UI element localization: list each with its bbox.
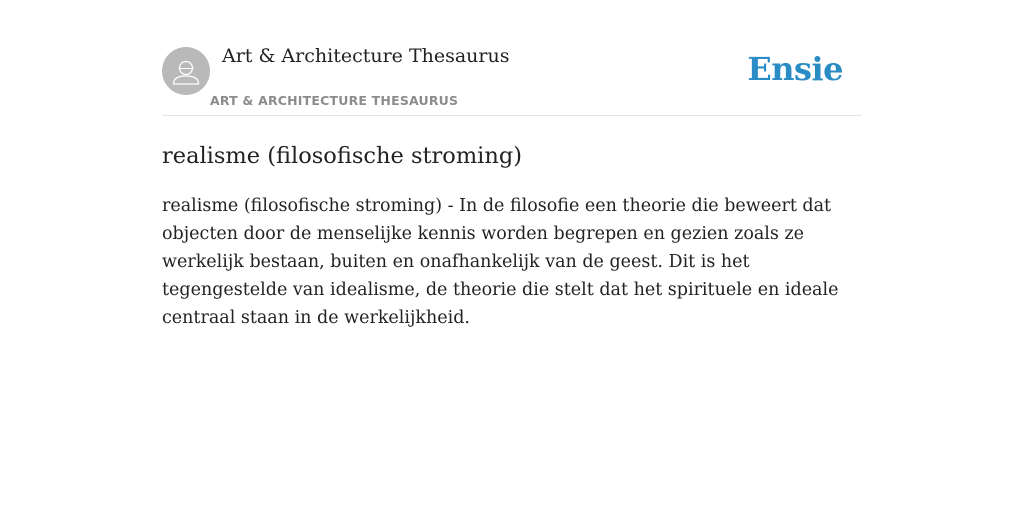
header	[162, 0, 862, 116]
author-avatar[interactable]	[162, 47, 210, 95]
source-label[interactable]: ART & ARCHITECTURE THESAURUS	[210, 93, 459, 108]
page-title: realisme (filosofische stroming)	[162, 143, 523, 169]
author-name[interactable]: Art & Architecture Thesaurus	[222, 45, 510, 67]
definition-text: realisme (filosofische stroming) - In de filosofie een theorie die beweert dat objecten door de menselijke kennis worden begrepen en gezien zoals ze werkelijk bestaan, buiten en onafhankelijk van de geest. Dit is het tegengestelde van idealisme, de theorie die stelt dat het spirituele en ideale centraal staan in de werkelijkheid.	[162, 196, 839, 328]
user-icon	[162, 47, 210, 95]
ensie-logo[interactable]: Ensie	[747, 50, 843, 88]
page-container	[162, 0, 862, 332]
